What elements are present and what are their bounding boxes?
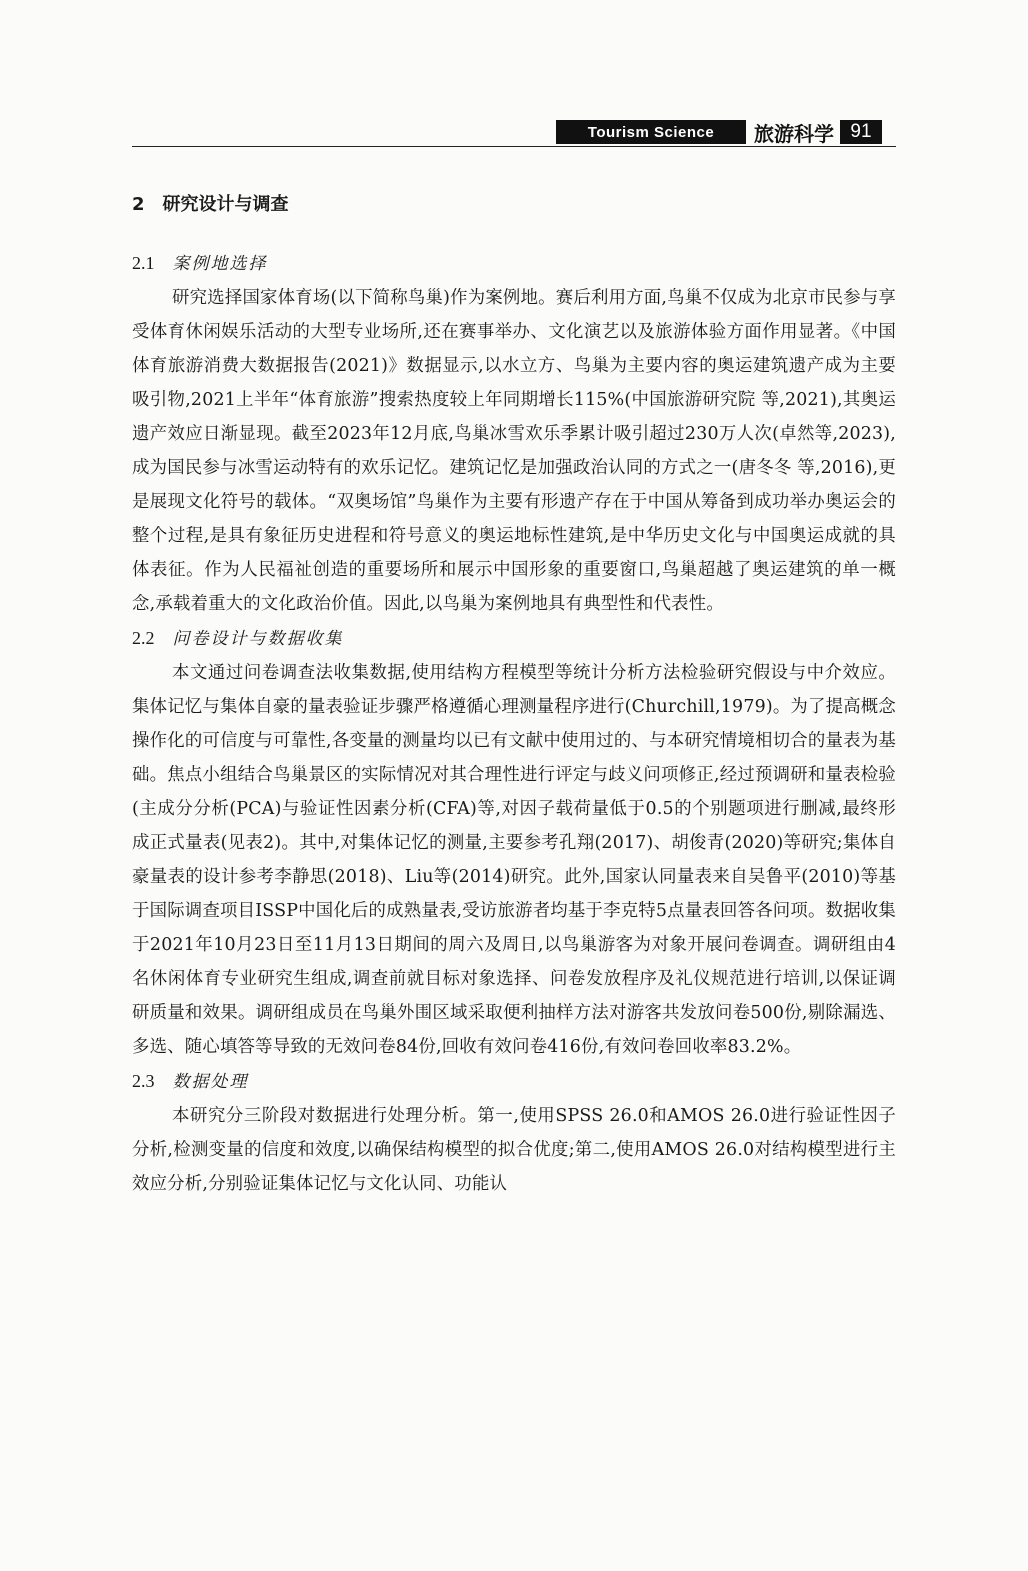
article-body	[132, 190, 896, 1201]
page-number: 91	[840, 120, 882, 144]
subsection-number: 2.3	[132, 1071, 155, 1091]
paragraph-data-processing: 本研究分三阶段对数据进行处理分析。第一,使用SPSS 26.0和AMOS 26.0进行验证性因子分析,检测变量的信度和效度,以确保结构模型的拟合优度;第二,使用AMOS 26.0对结构模型进行主效应分析,分别验证集体记忆与文化认同、功能认	[132, 1106, 896, 1194]
subsection-heading-2-1	[132, 246, 896, 281]
running-header	[556, 118, 882, 146]
journal-name-zh: 旅游科学	[754, 121, 834, 146]
paragraph-case-selection: 研究选择国家体育场(以下简称鸟巢)作为案例地。赛后利用方面,鸟巢不仅成为北京市民参与享受体育休闲娱乐活动的大型专业场所,还在赛事举办、文化演艺以及旅游体验方面作用显著。《中国体育旅游消费大数据报告(2021)》数据显示,以水立方、鸟巢为主要内容的奥运建筑遗产成为主要吸引物,2021上半年“体育旅游”搜索热度较上年同期增长115%(中国旅游研究院 等,2021),其奥运遗产效应日渐显现。截至2023年12月底,鸟巢冰雪欢乐季累计吸引超过230万人次(卓然等,2023),成为国民参与冰雪运动特有的欢乐记忆。建筑记忆是加强政治认同的方式之一(唐冬冬 等,2016),更是展现文化符号的载体。“双奥场馆”鸟巢作为主要有形遗产存在于中国从筹备到成功举办奥运会的整个过程,是具有象征历史进程和符号意义的奥运地标性建筑,是中华历史文化与中国奥运成就的具体表征。作为人民福祉创造的重要场所和展示中国形象的重要窗口,鸟巢超越了奥运建筑的单一概念,承载着重大的文化政治价值。因此,以鸟巢为案例地具有典型性和代表性。	[132, 288, 896, 614]
subsection-title: 问卷设计与数据收集	[172, 629, 344, 649]
section-number: 2	[132, 194, 145, 215]
subsection-heading-2-3	[132, 1064, 896, 1099]
section-title: 研究设计与调查	[162, 194, 289, 215]
subsection-number: 2.1	[132, 253, 155, 273]
paragraph-questionnaire: 本文通过问卷调查法收集数据,使用结构方程模型等统计分析方法检验研究假设与中介效应。集体记忆与集体自豪的量表验证步骤严格遵循心理测量程序进行(Churchill,1979)。为了提高概念操作化的可信度与可靠性,各变量的测量均以已有文献中使用过的、与本研究情境相切合的量表为基础。焦点小组结合鸟巢景区的实际情况对其合理性进行评定与歧义问项修正,经过预调研和量表检验(主成分分析(PCA)与验证性因素分析(CFA)等,对因子载荷量低于0.5的个别题项进行删减,最终形成正式量表(见表2)。其中,对集体记忆的测量,主要参考孔翔(2017)、胡俊青(2020)等研究;集体自豪量表的设计参考李静思(2018)、Liu等(2014)研究。此外,国家认同量表来自吴鲁平(2010)等基于国际调查项目ISSP中国化后的成熟量表,受访旅游者均基于李克特5点量表回答各问项。数据收集于2021年10月23日至11月13日期间的周六及周日,以鸟巢游客为对象开展问卷调查。调研组由4名休闲体育专业研究生组成,调查前就目标对象选择、问卷发放程序及礼仪规范进行培训,以保证调研质量和效果。调研组成员在鸟巢外围区域采取便利抽样方法对游客共发放问卷500份,剔除漏选、多选、随心填答等导致的无效问卷84份,回收有效问卷416份,有效问卷回收率83.2%。	[132, 663, 896, 1057]
subsection-title: 数据处理	[172, 1072, 249, 1092]
section-heading	[132, 190, 896, 216]
subsection-title: 案例地选择	[172, 254, 268, 274]
journal-name-en: Tourism Science	[556, 120, 746, 144]
subsection-number: 2.2	[132, 628, 155, 648]
header-rule	[132, 146, 896, 147]
subsection-heading-2-2	[132, 621, 896, 656]
